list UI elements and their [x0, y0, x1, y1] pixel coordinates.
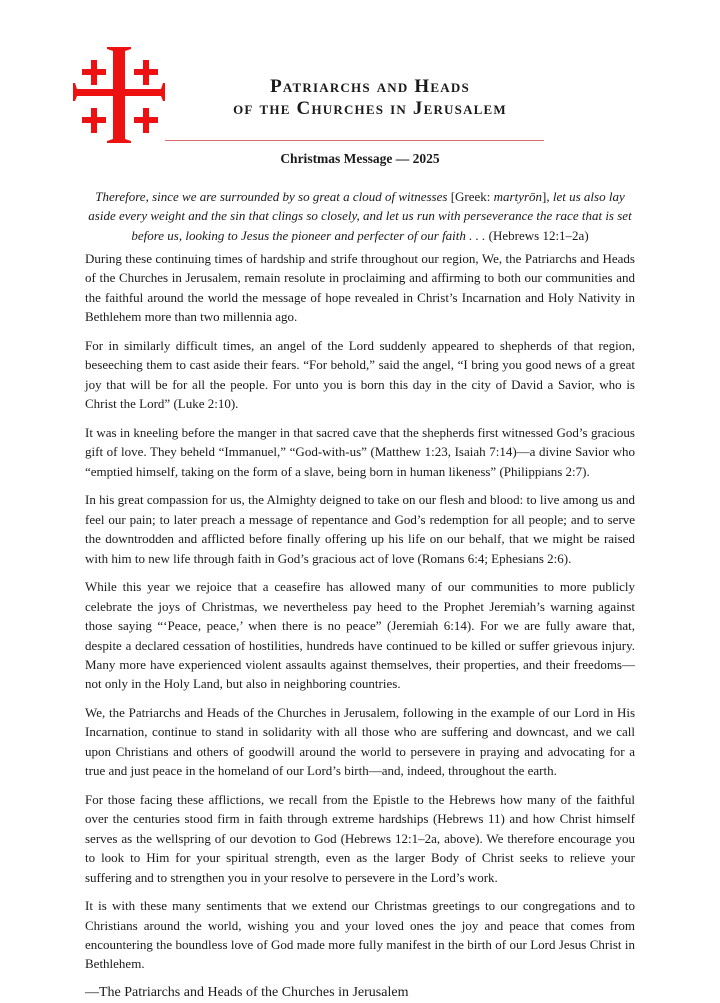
- epigraph-citation: (Hebrews 12:1–2a): [485, 227, 589, 243]
- epigraph-part2: [Greek:: [447, 189, 494, 204]
- epigraph-part5: let us also lay aside every weight and the sin that clings so closely, and let us run with perseverance the race that is set before us, looking to Jesus the pioneer and perfecter of our faith . . .: [88, 189, 632, 243]
- organization-name: [180, 76, 560, 120]
- epigraph-quote: [85, 187, 635, 245]
- paragraph: It is with these many sentiments that we extend our Christmas greetings to our congregations and to Christians around the world, wishing you and your loved ones the joy and peace that comes from encountering the boundless love of God made more fully manifest in the birth of our Lord Jesus Christ in Bethlehem.: [85, 898, 635, 972]
- paragraph: It was in kneeling before the manger in that sacred cave that the shepherds first witnessed God’s gracious gift of love. They beheld “Immanuel,” “God-with-us” (Matthew 1:23, Isaiah 7:14)—a divine Savior who “emptied himself, taking on the form of a slave, being born in human likeness” (Philippians 2:7).: [85, 424, 635, 479]
- paragraph: We, the Patriarchs and Heads of the Churches in Jerusalem, following in the example of our Lord in His Incarnation, continue to stand in solidarity with all those who are suffering and downcast, and we call upon Christians and others of goodwill around the world to persevere in praying and advocating for a true and just peace in the homeland of our Lord’s birth—and, indeed, throughout the earth.: [85, 705, 635, 779]
- message-body: [85, 249, 635, 1003]
- epigraph-greek-word: martyrōn: [493, 189, 543, 204]
- signature: —The Patriarchs and Heads of the Churches in Jerusalem: [85, 985, 409, 1001]
- header-divider: [165, 140, 544, 141]
- paragraph: For in similarly difficult times, an angel of the Lord suddenly appeared to shepherds of that region, beseeching them to cast aside their fears. “For behold,” said the angel, “I bring you good news of a great joy that will be for all the people. For unto you is born this day in the city of David a Savior, who is Christ the Lord” (Luke 2:10).: [85, 337, 635, 412]
- paragraph: While this year we rejoice that a ceasefire has allowed many of our communities to more publicly celebrate the joys of Christmas, we nevertheless pay heed to the Prophet Jeremiah’s warning against those saying “‘Peace, peace,’ when there is no peace” (Jeremiah 6:14). For we are fully aware that, despite a declared cessation of hostilities, hundreds have continued to be killed or suffer grievous injury. Many more have experienced violent assaults against themselves, their properties, and their freedoms—not only in the Holy Land, but also in neighboring countries.: [85, 579, 635, 692]
- document-title: Christmas Message — 2025: [280, 151, 440, 166]
- paragraph: In his great compassion for us, the Almighty deigned to take on our flesh and blood: to live among us and feel our pain; to later preach a message of repentance and God’s redemption for all people; and to serve the downtrodden and afflicted before finally offering up his life on our behalf, that we might be raised with him to new life through faith in God’s gracious act of love (Romans 6:4; Ephesians 2:6).: [85, 492, 635, 566]
- epigraph-part1: Therefore, since we are surrounded by so great a cloud of witnesses: [95, 189, 448, 204]
- paragraph: During these continuing times of hardship and strife throughout our region, We, the Patriarchs and Heads of the Churches in Jerusalem, remain resolute in proclaiming and affirming to both our communities and the faithful around the world the message of hope revealed in Christ’s Incarnation and Holy Nativity in Bethlehem more than two millennia ago.: [85, 251, 635, 325]
- epigraph-part4: ],: [542, 189, 553, 204]
- org-name-line1: Patriarchs and Heads: [270, 76, 470, 97]
- paragraph: For those facing these afflictions, we recall from the Epistle to the Hebrews how many of the faithful over the centuries stood firm in faith through extreme hardships (Hebrews 11) and how Christ himself serves as the wellspring of our devotion to God (Hebrews 12:1–2a, above). We therefore encourage you to look to Him for your spiritual strength, even as the larger Body of Christ seeks to relieve your suffering and to strengthen you in your resolve to persevere in the Lord’s work.: [85, 791, 635, 885]
- jerusalem-cross-icon: [73, 47, 165, 143]
- org-name-line2: of the Churches in Jerusalem: [233, 98, 507, 119]
